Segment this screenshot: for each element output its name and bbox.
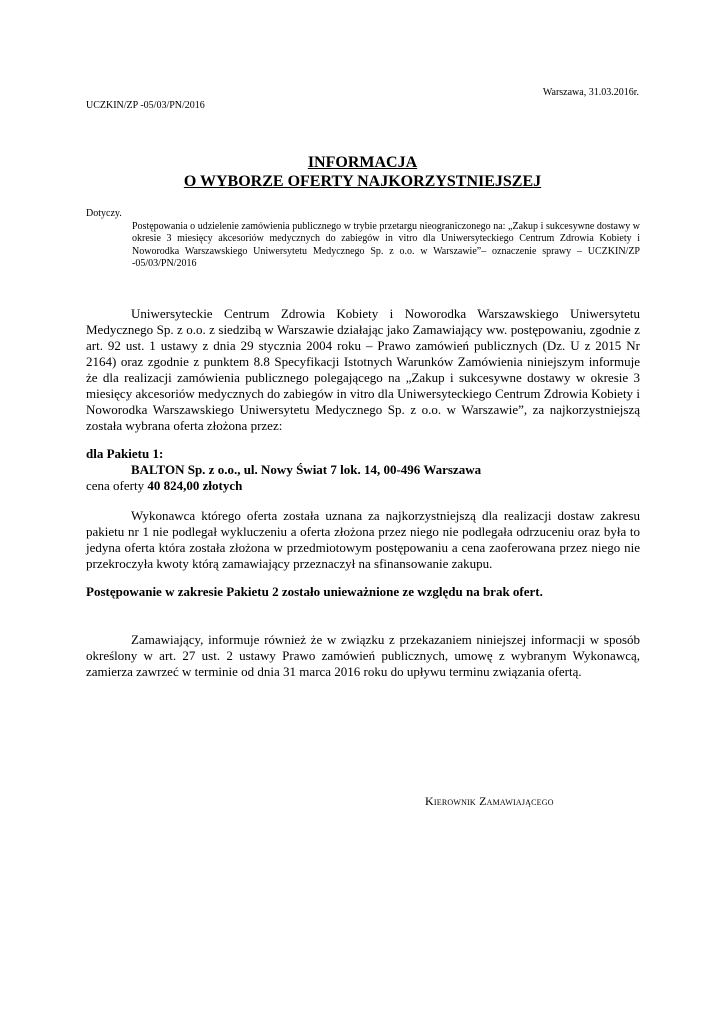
package-1-block	[86, 446, 640, 494]
reference-number: UCZKIN/ZP -05/03/PN/2016	[86, 100, 205, 111]
package-1-company: BALTON Sp. z o.o., ul. Nowy Świat 7 lok. 14, 00-496 Warszawa	[131, 462, 482, 477]
subject-text: Postępowania o udzielenie zamówienia publicznego w trybie przetargu nieograniczonego na: „Zakup i sukcesywne dostawy w okresie 3 miesięcy akcesoriów medycznych do zabiegów in vitro dla Uniwersyteckiego Centrum Zdrowia Kobiety i Noworodka Warszawskiego Uniwersytetu Medycznego Sp. z o.o. w Warszawie”– oznaczenie sprawy – UCZKIN/ZP -05/03/PN/2016	[132, 221, 640, 270]
package-1-heading: dla Pakietu 1:	[86, 446, 164, 461]
signature-block: Kierownik Zamawiającego	[425, 794, 554, 808]
paragraph-contract-timing: Zamawiający, informuje również że w związku z przekazaniem niniejszej informacji w sposób określony w art. 27 ust. 2 ustawy Prawo zamówień publicznych, umowę z wybranym Wykonawcą, zamierza zawrzeć w terminie od dnia 31 marca 2016 roku do upływu terminu związania ofertą.	[86, 632, 640, 679]
subject-label: Dotyczy.	[86, 208, 122, 219]
price-label: cena oferty	[86, 478, 148, 493]
paragraph-contractor-justification: Wykonawca którego oferta została uznana za najkorzystniejszą dla realizacji dostaw zakresu pakietu nr 1 nie podlegał wykluczeniu a oferta złożona przez niego nie podlegała odrzuceniu oraz była to jedyna oferta która została złożona w przedmiotowym postępowaniu a cena zaoferowana przez niego nie przekroczyła kwoty którą zamawiający przeznaczył na sfinansowanie zakupu.	[86, 508, 640, 571]
document-title	[0, 153, 725, 191]
package-2-cancellation: Postępowanie w zakresie Pakietu 2 zostało unieważnione ze względu na brak ofert.	[86, 584, 543, 599]
document-date: Warszawa, 31.03.2016r.	[542, 87, 639, 98]
title-line-1: INFORMACJA	[307, 154, 418, 171]
paragraph-award-basis: Uniwersyteckie Centrum Zdrowia Kobiety i Noworodka Warszawskiego Uniwersytetu Medycznego Sp. z o.o. z siedzibą w Warszawie działając jako Zamawiający ww. postępowaniu, zgodnie z art. 92 ust. 1 ustawy z dnia 29 stycznia 2004 roku – Prawo zamówień publicznych (Dz. U z 2015 Nr 2164) oraz zgodnie z punktem 8.8 Specyfikacji Istotnych Warunków Zamówienia niniejszym informuje że dla realizacji zamówienia publicznego polegającego na „Zakup i sukcesywne dostawy w okresie 3 miesięcy akcesoriów medycznych do zabiegów in vitro dla Uniwersyteckiego Centrum Zdrowia Kobiety i Noworodka Warszawskiego Uniwersytetu Medycznego Sp. z o.o. w Warszawie”, za najkorzystniejszą została wybrana oferta złożona przez:	[86, 306, 640, 433]
package-1-price-line	[86, 478, 640, 494]
price-value: 40 824,00 złotych	[147, 478, 243, 493]
title-line-2: O WYBORZE OFERTY NAJKORZYSTNIEJSZEJ	[183, 173, 542, 190]
